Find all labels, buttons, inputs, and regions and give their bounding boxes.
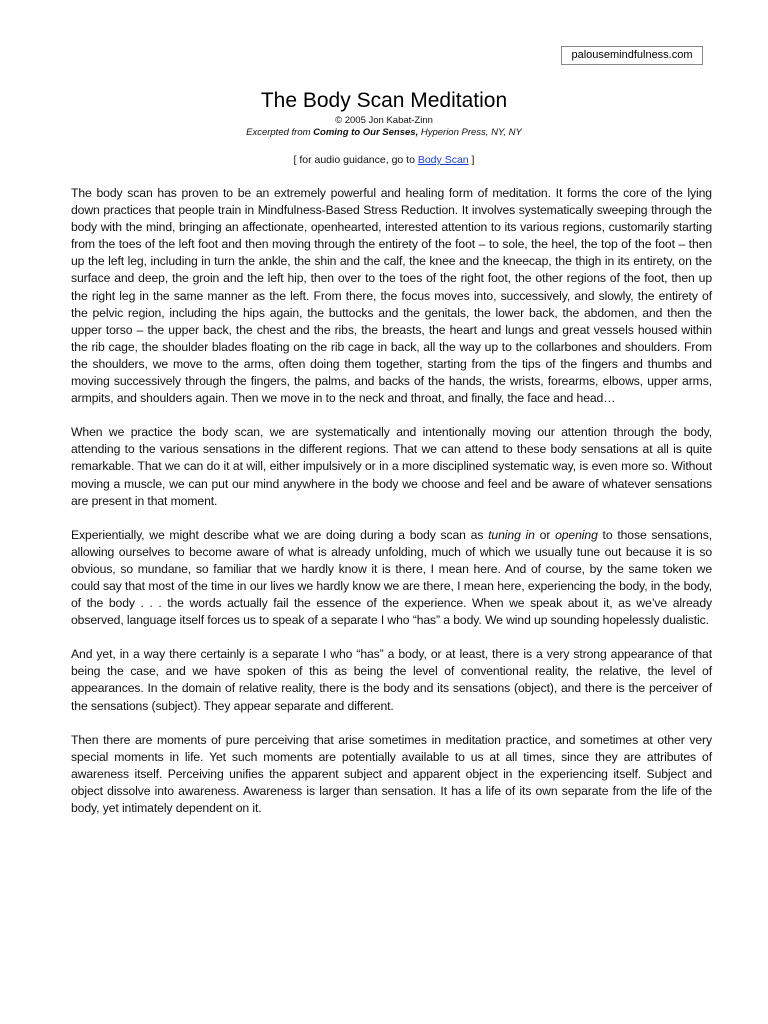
paragraph-5: Then there are moments of pure perceiving that arise sometimes in meditation practice, and sometimes at other very special moments in life. Yet such moments are potentially available to us at all times, since they are attributes of awareness itself. Perceiving unifies the apparent subject and apparent object in the experiencing itself. Subject and object dissolve into awareness. Awareness is larger than sensation. It has a life of its own separate from the life of the body, yet intimately dependent on it. — [71, 732, 712, 815]
article-body — [71, 185, 712, 834]
paragraph-3-part-c: to those sensations, allowing ourselves to become aware of what is already unfolding, much of which we usually tune out because it is so obvious, so mundane, so familiar that we hardly know it is there, I mean here. And of course, by the same token we could say that most of the time in our lives we hardly know we are there, I mean here, experiencing the body, in the body, of the body . . . the words actually fail the essence of the experience. When we speak about it, as we’ve already observed, language itself forces us to speak of a separate I who “has” a body. We wind up sounding hopelessly dualistic. — [71, 527, 712, 628]
emphasis-opening: opening — [555, 527, 598, 542]
book-title: Coming to Our Senses, — [313, 127, 419, 138]
body-scan-link[interactable]: Body Scan — [417, 154, 469, 166]
paragraph-3-part-a: Experientially, we might describe what we are doing during a body scan as — [71, 527, 489, 542]
site-url-label: palousemindfulness.com — [561, 46, 703, 65]
page-title: The Body Scan Meditation — [260, 89, 508, 112]
excerpt-line — [0, 127, 768, 139]
paragraph-2: When we practice the body scan, we are systematically and intentionally moving our attention through the body, attending to the various sensations in the different regions. That we can attend to these body sensations at all is quite remarkable. That we can do it at will, either impulsively or in a more disciplined systematic way, is even more so. Without moving a muscle, we can put our mind anywhere in the body we choose and feel and be aware of whatever sensations are present in that moment. — [71, 425, 712, 508]
emphasis-tuning-in: tuning in — [488, 527, 535, 542]
copyright-line: © 2005 Jon Kabat-Zinn — [335, 115, 433, 126]
paragraph-3 — [71, 527, 712, 630]
publisher: Hyperion Press, NY, NY — [418, 127, 522, 138]
paragraph-1: The body scan has proven to be an extremely powerful and healing form of meditation. It forms the core of the lying down practices that people train in Mindfulness-Based Stress Reduction. It involves systematically sweeping through the body with the mind, bringing an affectionate, openhearted, interested attention to its various regions, customarily starting from the toes of the left foot and then moving through the entirety of the foot – to sole, the heel, the top of the foot – then up the left leg, including in turn the ankle, the shin and the calf, the knee and the kneecap, the thigh in its entirety, on the surface and deep, the groin and the left hip, then over to the toes of the right foot, the other regions of the foot, then up the right leg in the same manner as the left. From there, the focus moves into, successively, and slowly, the entirety of the pelvic region, including the hips again, the buttocks and the genitals, the lower back, the abdomen, and then the upper torso – the upper back, the chest and the ribs, the breasts, the heart and lungs and great vessels housed within the rib cage, the shoulder blades floating on the rib cage in back, all the way up to the collarbones and shoulders. From the shoulders, we move to the arms, often doing them together, starting from the tips of the fingers and thumbs and moving successively through the fingers, the palms, and backs of the hands, the wrists, forearms, elbows, upper arms, armpits, and shoulders again. Then we move in to the neck and throat, and finally, the face and head… — [71, 186, 712, 406]
audio-prefix: [ for audio guidance, go to — [293, 154, 418, 166]
paragraph-4: And yet, in a way there certainly is a separate I who “has” a body, or at least, there is a very strong appearance of that being the case, and we have spoken of this as being the level of conventional reality, the relative, the level of appearances. In the domain of relative reality, there is the body and its sensations (object), and there is the perceiver of the sensations (subject). They appear separate and different. — [71, 647, 712, 713]
excerpt-prefix: Excerpted from — [246, 127, 314, 138]
audio-suffix: ] — [468, 154, 475, 166]
paragraph-3-part-b: or — [534, 527, 556, 542]
audio-guidance-line — [0, 154, 768, 167]
